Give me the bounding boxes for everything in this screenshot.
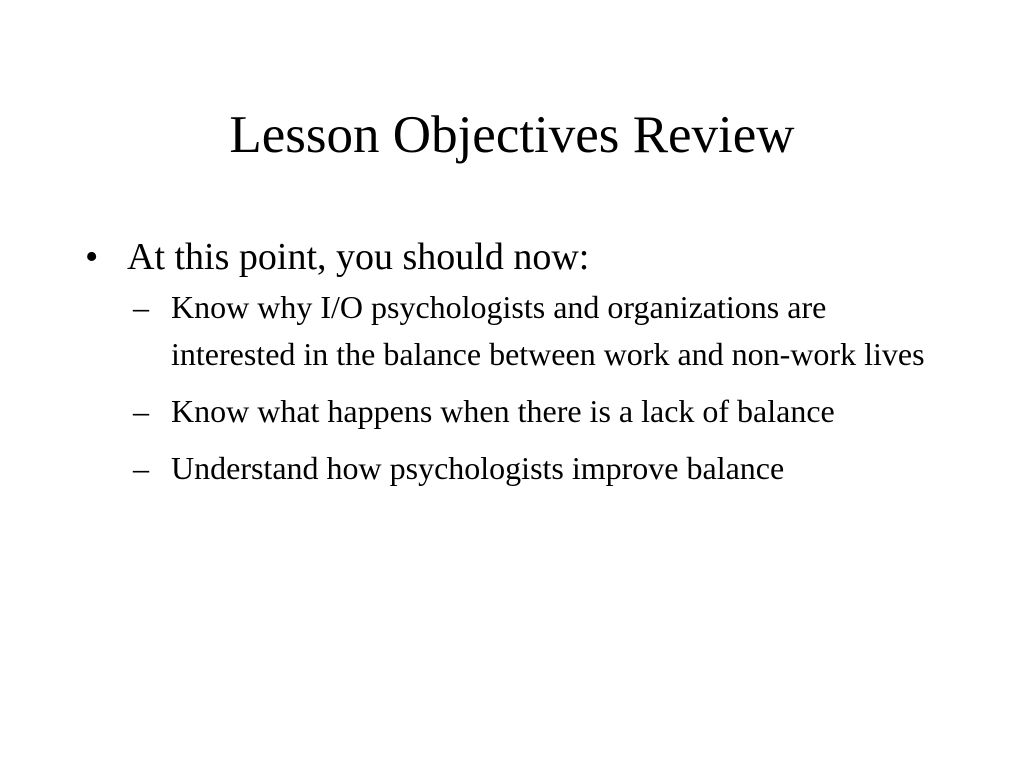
dash-marker: –: [133, 450, 149, 486]
dash-marker: –: [133, 289, 149, 325]
bullet-marker: •: [85, 236, 99, 278]
slide-content: [85, 230, 985, 502]
sub-bullet-list: [133, 284, 985, 492]
main-bullet-text: At this point, you should now:: [127, 236, 590, 278]
sub-bullet-text: Know why I/O psychologists and organizations are interested in the balance between work and non-work lives: [171, 289, 925, 372]
sub-bullet-text: Know what happens when there is a lack of balance: [171, 393, 835, 429]
sub-bullet-text: Understand how psychologists improve balance: [171, 450, 785, 486]
sub-bullet-item: [133, 388, 985, 435]
slide-title: Lesson Objectives Review: [229, 106, 795, 164]
sub-bullet-item: [133, 284, 985, 378]
dash-marker: –: [133, 393, 149, 429]
main-bullet: [85, 230, 985, 284]
sub-bullet-item: [133, 445, 985, 492]
